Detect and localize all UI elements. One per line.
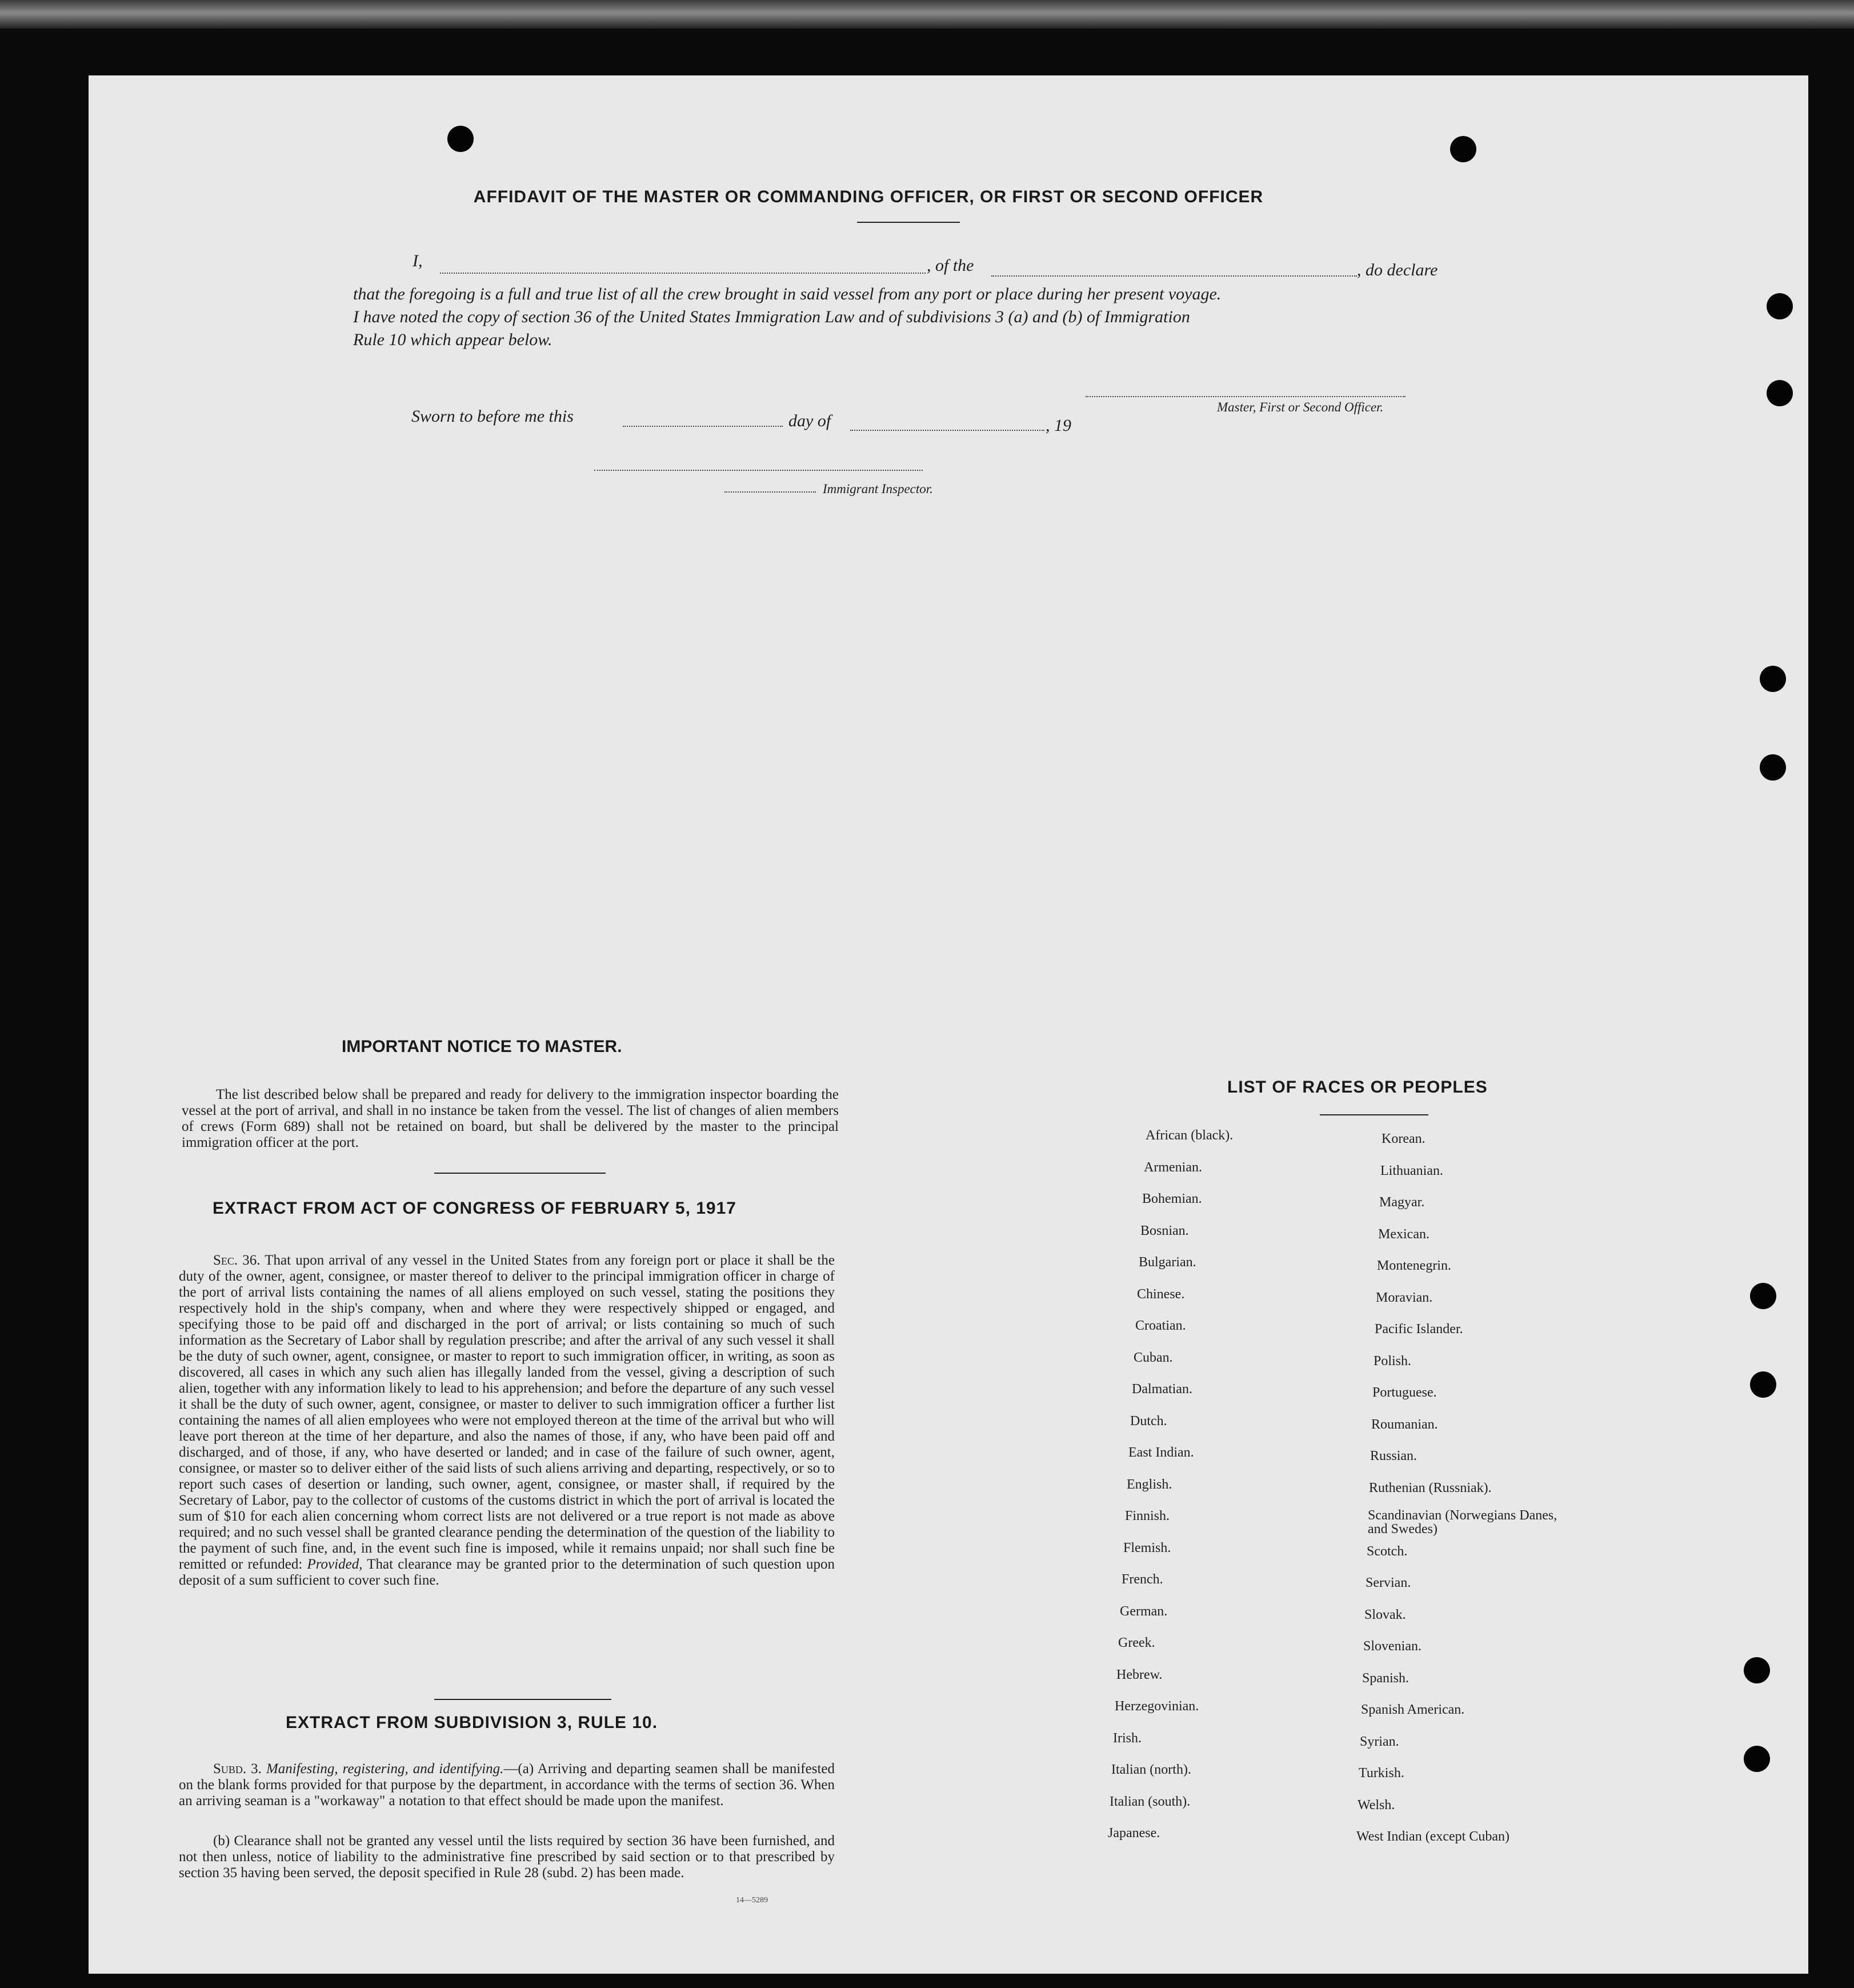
race-item: Dalmatian. — [1132, 1382, 1192, 1397]
rule10-para-a — [179, 1761, 835, 1809]
scan-top-edge — [0, 0, 1854, 29]
race-item: Mexican. — [1378, 1226, 1429, 1242]
rule10-subd-heading: Manifesting, registering, and identifying. — [266, 1761, 504, 1777]
race-item: Roumanian. — [1371, 1417, 1438, 1432]
race-item: East Indian. — [1128, 1445, 1194, 1460]
affidavit-line1-of-the: , of the — [927, 256, 974, 275]
race-item: Flemish. — [1123, 1540, 1171, 1555]
affidavit-line1-do-declare: , do declare — [1357, 261, 1438, 279]
race-item: Scotch. — [1367, 1543, 1408, 1559]
races-title-rule — [1320, 1114, 1428, 1115]
race-item: Bulgarian. — [1139, 1255, 1196, 1270]
punch-hole — [1760, 754, 1786, 781]
form-code: 14—5289 — [736, 1896, 768, 1905]
notice-title: IMPORTANT NOTICE TO MASTER. — [342, 1037, 622, 1056]
race-item: German. — [1120, 1603, 1168, 1619]
race-item: Pacific Islander. — [1375, 1322, 1463, 1337]
bleed-through-area — [1237, 510, 1751, 1024]
punch-hole — [1767, 380, 1793, 406]
race-item: Dutch. — [1130, 1413, 1167, 1429]
act-sec-label: Sec. 36. — [213, 1253, 261, 1268]
affidavit-line4: Rule 10 which appear below. — [353, 330, 552, 349]
race-item: Bohemian. — [1142, 1191, 1202, 1206]
punch-hole — [1450, 136, 1476, 162]
race-item: Polish. — [1374, 1353, 1412, 1369]
race-item: Magyar. — [1379, 1195, 1425, 1210]
race-item: Spanish American. — [1361, 1702, 1465, 1717]
sworn-year: , 19 — [1046, 416, 1071, 435]
rule10-title: EXTRACT FROM SUBDIVISION 3, RULE 10. — [286, 1713, 658, 1732]
affidavit-title: AFFIDAVIT OF THE MASTER OR COMMANDING OFFICER, OR FIRST OR SECOND OFFICER — [473, 187, 1264, 206]
race-item: West Indian (except Cuban) — [1356, 1829, 1509, 1844]
inspector-label: Immigrant Inspector. — [823, 482, 933, 496]
rule10-subd-label: Subd. 3. — [213, 1761, 262, 1777]
act-title: EXTRACT FROM ACT OF CONGRESS OF FEBRUARY 5, 1917 — [213, 1199, 736, 1218]
punch-hole — [447, 126, 474, 152]
affidavit-name-blank[interactable] — [440, 273, 926, 274]
race-item: Italian (south). — [1110, 1794, 1191, 1809]
race-item: Scandinavian (Norwegians Danes, and Swedes) — [1368, 1508, 1557, 1537]
race-item: Spanish. — [1362, 1670, 1409, 1686]
race-item: Italian (north). — [1111, 1762, 1191, 1777]
master-signature-line[interactable] — [1086, 396, 1405, 397]
race-item: Finnish. — [1125, 1509, 1170, 1523]
race-item: Slovenian. — [1363, 1639, 1421, 1654]
affidavit-line3: I have noted the copy of section 36 of the United States Immigration Law and of subdivisions 3 (a) and (b) of Immigration — [353, 307, 1190, 326]
master-signature-label: Master, First or Second Officer. — [1217, 400, 1384, 414]
race-item: Hebrew. — [1116, 1667, 1163, 1682]
affidavit-title-rule — [857, 222, 960, 223]
race-item: Chinese. — [1137, 1286, 1185, 1302]
act-provided-label: Provided, — [307, 1557, 363, 1572]
punch-hole — [1750, 1283, 1776, 1309]
punch-hole — [1744, 1657, 1770, 1683]
race-item: Cuban. — [1134, 1350, 1173, 1365]
race-item: Russian. — [1370, 1449, 1417, 1463]
rule10-para-a-text: —(a) Arriving and departing seamen shall be manifested on the blank forms provided for that purpose by the department, in accordance with the terms of section 36. When an arriving seaman is a "workaway" a notation to that effect should be made upon the manifest. — [179, 1761, 835, 1809]
race-item: Armenian. — [1144, 1159, 1202, 1175]
race-item: Portuguese. — [1372, 1385, 1437, 1400]
act-body — [179, 1253, 835, 1589]
race-item: Montenegrin. — [1377, 1258, 1451, 1273]
race-item: Servian. — [1366, 1575, 1411, 1590]
race-item: Irish. — [1113, 1730, 1142, 1746]
notice-body: The list described below shall be prepared and ready for delivery to the immigration inspector boarding the vessel at the port of arrival, and shall in no instance be taken from the vessel. The list of changes of alien members of crews (Form 689) shall not be retained on board, but shall be delivered by the master to the principal immigration officer at the port. — [182, 1087, 839, 1150]
punch-hole — [1767, 293, 1793, 319]
act-rule — [434, 1699, 611, 1700]
race-item: Greek. — [1118, 1635, 1155, 1650]
race-item: Korean. — [1382, 1131, 1425, 1146]
race-item: African (black). — [1146, 1128, 1234, 1143]
act-provided-text: That clearance may be granted prior to the determination of such question upon deposit of a sum sufficient to cover such fine. — [179, 1557, 835, 1588]
race-item: Slovak. — [1364, 1607, 1406, 1622]
race-item: Lithuanian. — [1380, 1163, 1443, 1178]
races-title: LIST OF RACES OR PEOPLES — [1227, 1078, 1488, 1097]
punch-hole — [1744, 1746, 1770, 1772]
rule10-para-b: (b) Clearance shall not be granted any vessel until the lists required by section 36 have been furnished, and not then unless, notice of liability to the administrative fine prescribed by said section or to that prescribed by section 35 having been served, the deposit specified in Rule 28 (subd. 2) has been made. — [179, 1833, 835, 1881]
notice-rule — [434, 1173, 606, 1174]
race-item: Herzegovinian. — [1115, 1699, 1199, 1714]
inspector-short-line[interactable] — [724, 491, 816, 493]
race-item: Welsh. — [1358, 1797, 1395, 1813]
race-item: French. — [1122, 1572, 1163, 1587]
sworn-day-blank[interactable] — [623, 426, 783, 427]
race-item: Syrian. — [1360, 1734, 1399, 1749]
inspector-signature-line[interactable] — [594, 470, 923, 471]
race-item: Ruthenian (Russniak). — [1369, 1480, 1492, 1495]
race-item: Croatian. — [1135, 1318, 1186, 1333]
sworn-month-blank[interactable] — [850, 430, 1044, 431]
affidavit-vessel-blank[interactable] — [991, 275, 1357, 277]
affidavit-line1-i: I, — [413, 251, 423, 270]
punch-hole — [1750, 1371, 1776, 1398]
race-item: English. — [1127, 1477, 1172, 1492]
manifest-page — [89, 75, 1808, 1974]
race-item: Turkish. — [1359, 1766, 1404, 1781]
race-item: Moravian. — [1376, 1290, 1433, 1305]
race-item: Bosnian. — [1140, 1223, 1189, 1238]
race-item: Japanese. — [1108, 1826, 1160, 1841]
sworn-prefix: Sworn to before me this — [411, 407, 574, 426]
affidavit-line2: that the foregoing is a full and true list of all the crew brought in said vessel from any port or place during her present voyage. — [353, 285, 1222, 303]
act-text: That upon arrival of any vessel in the United States from any foreign port or place it shall be the duty of the owner, agent, consignee, or master thereof to deliver to the principal immigration officer in charge of the port of arrival lists containing the names of all aliens employed on such vessel, stating the positions they respectively hold in the ship's company, when and where they were respectively shipped or engaged, and specifying those to be paid off and discharged in the port of arrival; or lists containing so much of such information as the Secretary of Labor shall by regulation prescribe; and after the arrival of any such vessel it shall be the duty of such owner, agent, consignee, or master to report to such immigration officer, in writing, as soon as discovered, all cases in which any such alien has illegally landed from the vessel, giving a description of such alien, together with any information likely to lead to his apprehension; and before the departure of any such vessel it shall be the duty of such owner, agent, consignee, or master to deliver to such immigration officer a further list containing the names of all alien employees who were not employed thereon at the time of the arrival but who will leave port thereon at the time of her departure, and also the names of those, if any, who have been paid off and discharged, and of those, if any, who have deserted or landed; and in case of the failure of such owner, agent, consignee, or master so to deliver either of the said lists of such aliens arriving and departing, respectively, or so to report such cases of desertion or landing, such owner, agent, consignee, or master shall, if required by the Secretary of Labor, pay to the collector of customs of the customs district in which the port of arrival is located the sum of $10 for each alien concerning whom correct lists are not delivered or a true report is not made as above required; and no such vessel shall be granted clearance pending the determination of the question of the liability to the payment of such fine, and, in the event such fine is imposed, while it remains unpaid; nor shall such fine be remitted or refunded: — [179, 1253, 835, 1572]
sworn-day-of: day of — [788, 411, 831, 430]
punch-hole — [1760, 666, 1786, 692]
